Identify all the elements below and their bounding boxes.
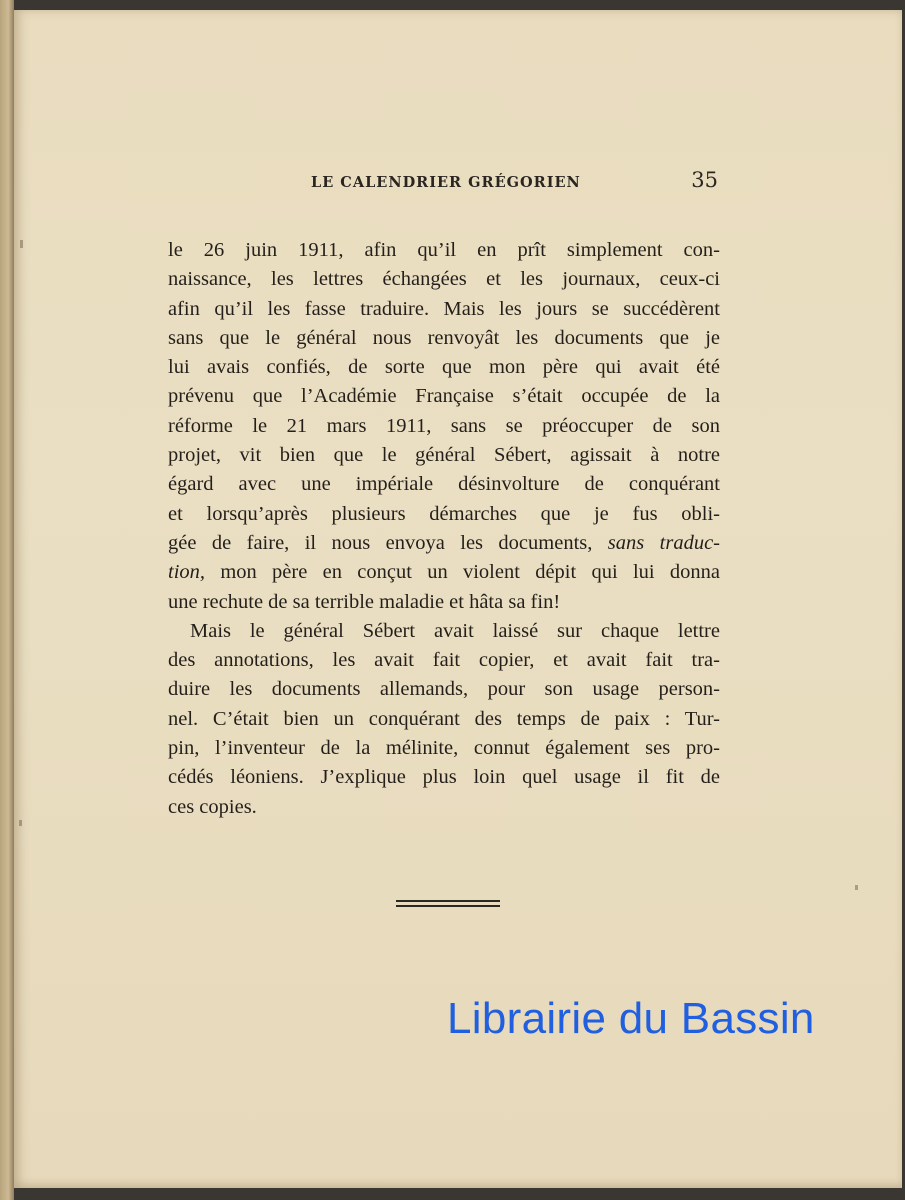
text-line: Mais le général Sébert avait laissé sur chaque lettre xyxy=(190,619,720,642)
text-line: des annotations, les avait fait copier, et avait fait tra- xyxy=(168,649,720,672)
text-line: nel. C’était bien un conquérant des temps de paix : Tur- xyxy=(168,707,720,730)
paper-speck xyxy=(20,240,23,248)
text-line: et lorsqu’après plusieurs démarches que je fus obli- xyxy=(168,502,720,525)
double-rule-bottom xyxy=(396,905,500,907)
text-line: égard avec une impériale désinvolture de conquérant xyxy=(168,473,720,496)
paper-speck xyxy=(855,885,858,890)
text-line: ces copies. xyxy=(168,795,257,818)
text-line: cédés léoniens. J’explique plus loin quel usage il fit de xyxy=(168,766,720,789)
section-end-ornament xyxy=(396,900,500,908)
text-line: le 26 juin 1911, afin qu’il en prît simplement con- xyxy=(168,239,720,261)
text-line xyxy=(168,529,720,558)
book-spine-edge xyxy=(0,0,14,1200)
italic-phrase: sans traduc- xyxy=(607,531,720,554)
paragraph-1 xyxy=(168,236,720,617)
text-line: réforme le 21 mars 1911, sans se préoccuper de son xyxy=(168,414,720,437)
text-line: projet, vit bien que le général Sébert, agissait à notre xyxy=(168,444,720,467)
text-line: une rechute de sa terrible maladie et hâta sa fin! xyxy=(168,590,561,613)
text-line: naissance, les lettres échangées et les journaux, ceux-ci xyxy=(168,268,720,291)
text-line: lui avais confiés, de sorte que mon père qui avait été xyxy=(168,356,720,379)
double-rule-top xyxy=(396,900,500,902)
italic-phrase: tion, xyxy=(168,561,206,584)
text-line: prévenu que l’Académie Française s’était occupée de la xyxy=(168,385,720,408)
text-line xyxy=(168,558,720,587)
text-line: sans que le général nous renvoyât les documents que je xyxy=(168,326,720,349)
running-head: LE CALENDRIER GRÉGORIEN xyxy=(311,174,581,191)
watermark-text: Librairie du Bassin xyxy=(447,994,815,1043)
page-header xyxy=(168,168,720,194)
text-line: duire les documents allemands, pour son usage person- xyxy=(168,678,720,701)
paper-speck xyxy=(19,820,22,826)
page-number: 35 xyxy=(691,168,718,192)
text-segment: gée de faire, il nous envoya les documents, xyxy=(168,531,608,554)
text-segment: mon père en conçut un violent dépit qui lui donna xyxy=(205,561,720,584)
body-text xyxy=(168,236,720,822)
text-line: pin, l’inventeur de la mélinite, connut également ses pro- xyxy=(168,737,720,760)
paragraph-2 xyxy=(168,617,720,822)
text-line: afin qu’il les fasse traduire. Mais les jours se succédèrent xyxy=(168,297,720,320)
